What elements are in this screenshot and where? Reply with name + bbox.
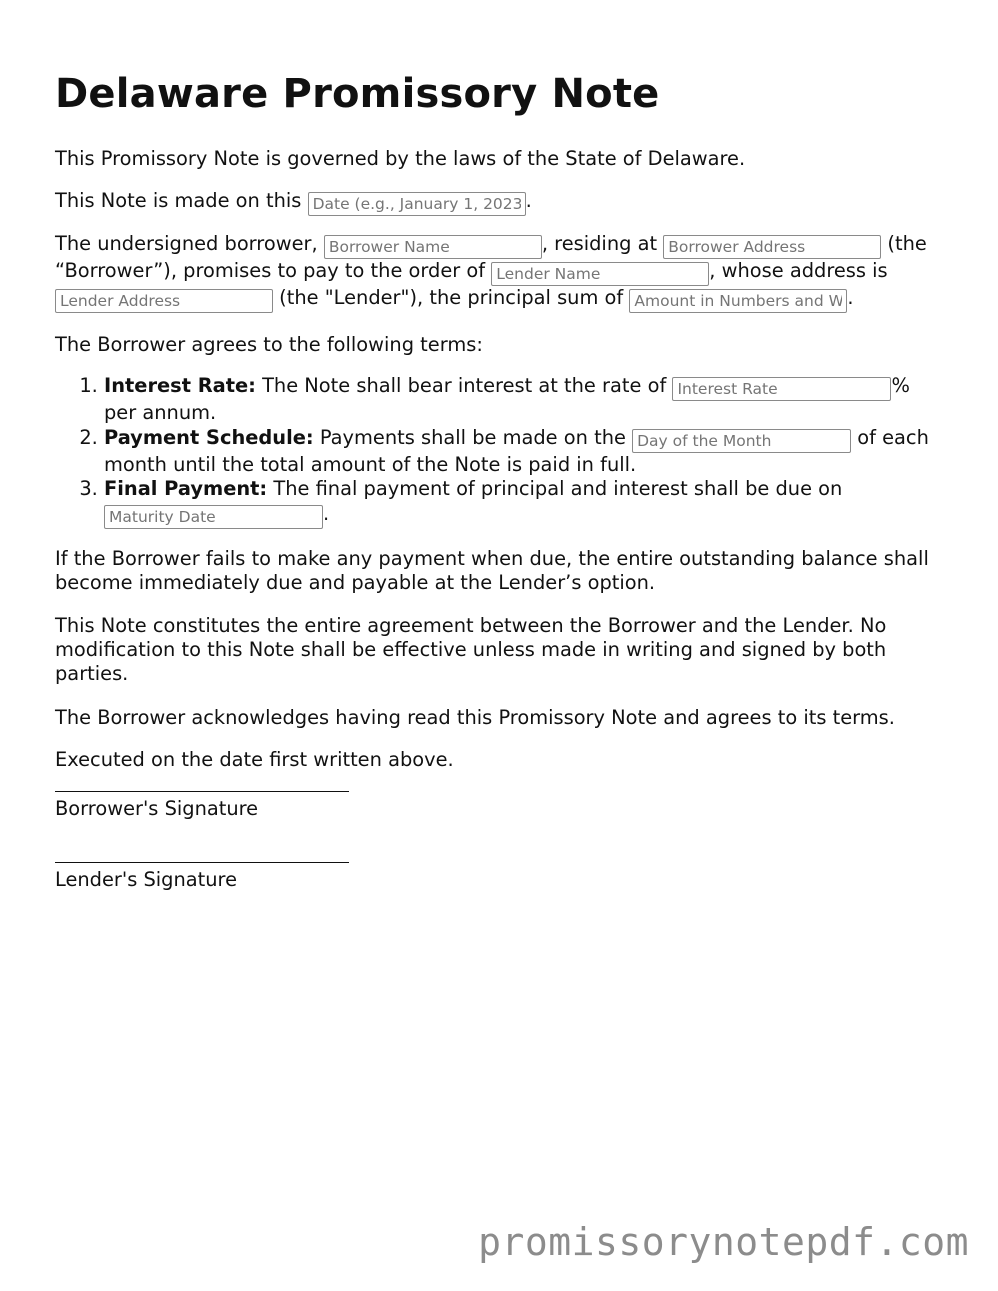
parties-paragraph xyxy=(55,232,945,313)
executed-paragraph: Executed on the date first written above. xyxy=(55,747,454,771)
term-interest-suffix: % per annum. xyxy=(104,374,910,424)
date-field[interactable] xyxy=(308,192,526,216)
term-interest-rate xyxy=(104,374,945,426)
acknowledgment-paragraph: The Borrower acknowledges having read this Promissory Note and agrees to its terms. xyxy=(55,705,895,729)
parties-text-5: (the "Lender"), the principal sum of xyxy=(279,286,624,309)
interest-rate-field[interactable] xyxy=(672,377,891,401)
term-payment-schedule xyxy=(104,426,945,478)
lender-signature-label: Lender's Signature xyxy=(55,867,238,891)
maturity-date-field[interactable] xyxy=(104,505,323,529)
made-on-prefix: This Note is made on this xyxy=(55,189,302,212)
term-interest-text: The Note shall bear interest at the rate of xyxy=(262,374,667,397)
borrower-name-field[interactable] xyxy=(324,235,542,259)
borrower-address-field[interactable] xyxy=(663,235,881,259)
lender-address-field[interactable] xyxy=(55,289,273,313)
lender-signature-block xyxy=(55,862,945,893)
default-clause-paragraph: If the Borrower fails to make any payment when due, the entire outstanding balance shall become immediately due and payable at the Lender’s option. xyxy=(55,546,929,594)
parties-text-1: The undersigned borrower, xyxy=(55,232,318,255)
parties-text-4: , whose address is xyxy=(709,259,888,282)
lender-signature-line[interactable] xyxy=(55,862,349,863)
borrower-signature-line[interactable] xyxy=(55,791,349,792)
borrower-signature-block xyxy=(55,791,945,822)
lender-name-field[interactable] xyxy=(491,262,709,286)
governing-law-paragraph: This Promissory Note is governed by the laws of the State of Delaware. xyxy=(55,147,746,170)
term-final-payment xyxy=(104,477,945,529)
day-of-month-field[interactable] xyxy=(632,429,851,453)
term-schedule-text: Payments shall be made on the xyxy=(319,425,626,449)
made-on-paragraph xyxy=(55,188,945,216)
term-final-label: Final Payment: xyxy=(104,477,268,500)
made-on-suffix: . xyxy=(525,189,532,212)
terms-intro: The Borrower agrees to the following terms: xyxy=(55,333,483,356)
parties-text-2: , residing at xyxy=(541,232,658,255)
terms-list xyxy=(55,374,945,529)
term-schedule-label: Payment Schedule: xyxy=(104,425,314,449)
principal-amount-field[interactable] xyxy=(629,289,847,313)
parties-text-6: . xyxy=(847,286,854,309)
parties-text-3: (the “Borrower”), promises to pay to the order of xyxy=(55,232,927,282)
document-title: Delaware Promissory Note xyxy=(55,71,660,117)
entire-agreement-paragraph: This Note constitutes the entire agreement between the Borrower and the Lender. No modification to this Note shall be effective unless made in writing and signed by both parties. xyxy=(55,613,887,685)
term-interest-label: Interest Rate: xyxy=(104,374,256,397)
term-schedule-suffix: of each month until the total amount of the Note is paid in full. xyxy=(104,425,929,476)
borrower-signature-label: Borrower's Signature xyxy=(55,796,259,820)
term-final-suffix: . xyxy=(323,501,330,525)
site-watermark: promissorynotepdf.com xyxy=(478,1220,969,1264)
term-final-text: The final payment of principal and interest shall be due on xyxy=(273,477,843,500)
document-page xyxy=(55,66,945,893)
